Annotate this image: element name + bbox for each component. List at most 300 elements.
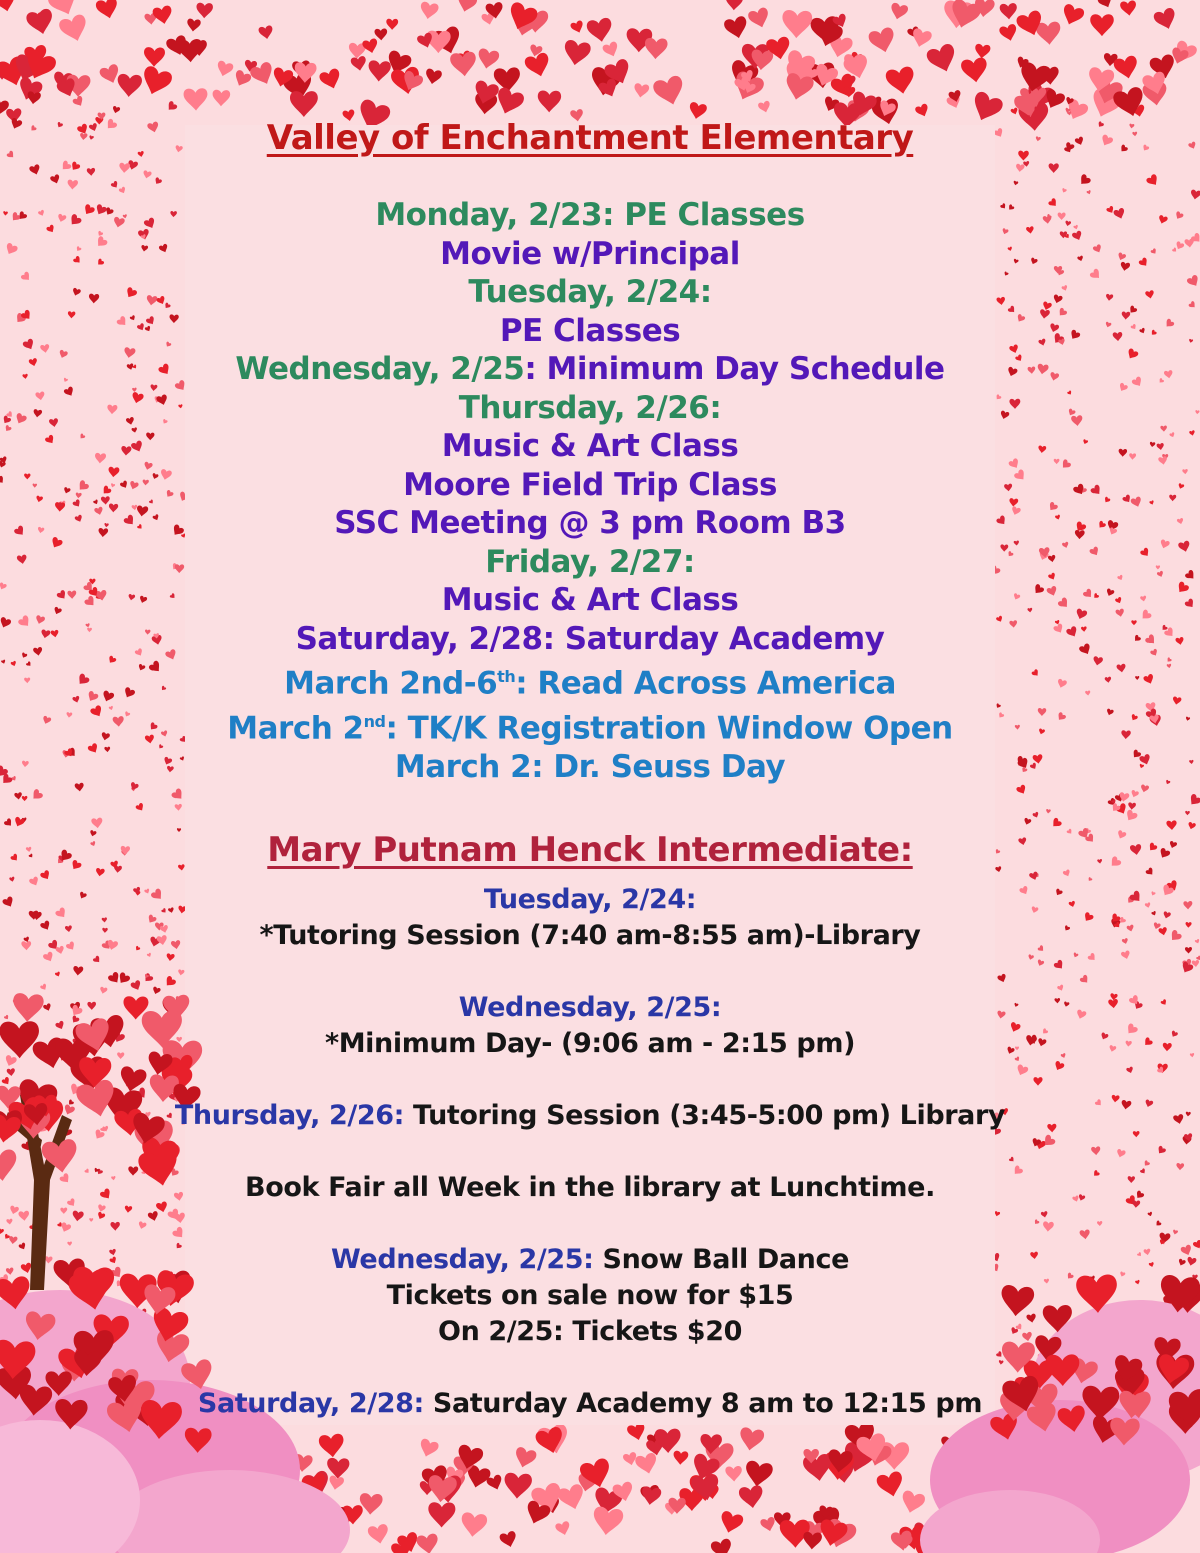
heart-icon — [12, 993, 44, 1023]
heart-icon — [1195, 410, 1200, 414]
heart-icon — [147, 952, 152, 957]
heart-icon — [101, 496, 110, 505]
heart-icon — [673, 1451, 689, 1466]
heart-icon — [1048, 198, 1059, 209]
tickets-later: On 2/25: Tickets $20 — [438, 1316, 742, 1348]
heart-icon — [1091, 1146, 1101, 1155]
heart-icon — [1010, 107, 1019, 115]
heart-icon — [899, 1490, 926, 1516]
heart-icon — [1137, 1252, 1143, 1258]
heart-icon — [53, 606, 62, 615]
heart-icon — [1048, 555, 1057, 563]
heart-icon — [1187, 822, 1196, 831]
heart-icon — [135, 802, 145, 812]
heart-icon — [1168, 841, 1177, 850]
heart-icon — [1063, 925, 1070, 932]
saturday-line — [160, 1386, 1020, 1422]
heart-icon — [40, 344, 50, 354]
heart-icon — [875, 1470, 905, 1499]
heart-icon — [6, 1219, 13, 1225]
heart-icon — [1117, 252, 1127, 262]
heart-icon — [1119, 144, 1129, 154]
heart-icon — [1151, 911, 1157, 917]
heart-icon — [144, 888, 150, 894]
heart-icon — [40, 920, 52, 932]
heart-icon — [119, 480, 129, 489]
heart-icon — [1189, 430, 1196, 436]
henck-tuesday-item: *Tutoring Session (7:40 am-8:55 am)-Library — [259, 920, 921, 952]
heart-icon — [95, 0, 120, 21]
heart-icon — [123, 214, 128, 219]
heart-icon — [1090, 14, 1114, 36]
henck-wednesday-label: Wednesday, 2/25: — [458, 992, 722, 1024]
heart-icon — [1190, 189, 1200, 200]
valley-event: Saturday, 2/28: Saturday Academy — [295, 620, 885, 657]
heart-icon — [113, 216, 126, 228]
heart-icon — [65, 925, 73, 932]
heart-icon — [718, 1510, 745, 1536]
heart-icon — [128, 1166, 138, 1176]
heart-icon — [132, 388, 137, 392]
heart-icon — [1140, 1168, 1147, 1175]
heart-icon — [84, 595, 98, 609]
march-text: March 2 — [227, 710, 364, 747]
heart-icon — [26, 661, 33, 668]
heart-icon — [1105, 588, 1115, 597]
heart-icon — [1166, 657, 1172, 663]
heart-icon — [89, 135, 94, 140]
heart-icon — [135, 946, 141, 952]
heart-icon — [1144, 1099, 1154, 1108]
valley-line — [160, 427, 1020, 466]
heart-icon — [1165, 780, 1171, 786]
heart-icon — [1092, 1170, 1100, 1178]
heart-icon — [652, 74, 688, 108]
heart-icon — [107, 655, 117, 665]
heart-icon — [1118, 382, 1129, 393]
heart-icon — [1041, 1028, 1048, 1035]
heart-icon — [28, 853, 33, 858]
heart-icon — [186, 18, 201, 32]
heart-icon — [1059, 3, 1085, 28]
heart-icon — [82, 203, 96, 216]
heart-icon — [136, 323, 145, 332]
heart-icon — [10, 211, 22, 223]
heart-icon — [512, 1446, 537, 1470]
heart-icon — [79, 433, 86, 440]
heart-icon — [165, 100, 178, 113]
heart-icon — [386, 19, 398, 30]
heart-icon — [102, 917, 108, 923]
heart-icon — [74, 514, 83, 523]
heart-icon — [212, 90, 230, 107]
heart-icon — [725, 1466, 742, 1482]
valley-line — [160, 235, 1020, 274]
heart-icon — [58, 349, 68, 359]
heart-icon — [110, 1222, 120, 1231]
heart-icon — [1075, 530, 1085, 540]
heart-icon — [633, 83, 650, 99]
heart-icon — [1159, 539, 1170, 550]
heart-icon — [1092, 593, 1099, 600]
heart-icon — [1037, 945, 1045, 953]
heart-icon — [94, 453, 106, 464]
heart-icon — [89, 294, 100, 304]
heart-icon — [760, 1516, 777, 1533]
heart-icon — [1121, 311, 1130, 319]
heart-icon — [1082, 911, 1094, 923]
heart-icon — [1189, 339, 1194, 343]
heart-icon — [93, 499, 99, 505]
heart-icon — [1185, 716, 1190, 721]
heart-icon — [107, 404, 118, 414]
heart-icon — [50, 174, 62, 185]
heart-icon — [914, 103, 930, 119]
heart-icon — [1144, 634, 1157, 647]
book-fair-note: Book Fair all Week in the library at Lunchtime. — [245, 1172, 935, 1204]
heart-icon — [1115, 597, 1123, 605]
heart-icon — [13, 525, 26, 538]
heart-icon — [91, 817, 103, 829]
heart-icon — [1131, 620, 1136, 625]
heart-icon — [1050, 817, 1062, 829]
valley-line — [160, 620, 1020, 659]
heart-icon — [562, 39, 592, 67]
heart-icon — [67, 180, 78, 190]
heart-icon — [1184, 569, 1196, 581]
heart-icon — [1089, 546, 1101, 558]
valley-line — [160, 389, 1020, 428]
heart-icon — [1158, 456, 1168, 466]
heart-icon — [109, 706, 114, 711]
heart-icon — [14, 792, 22, 800]
march-text: : TK/K Registration Window Open — [385, 710, 953, 747]
heart-icon — [1082, 439, 1088, 445]
heart-icon — [723, 15, 750, 41]
heart-icon — [1160, 999, 1168, 1006]
heart-icon — [1150, 329, 1157, 336]
heart-icon — [1047, 1124, 1057, 1133]
heart-icon — [1067, 408, 1076, 417]
valley-day-label: Wednesday, 2/25 — [235, 351, 525, 387]
heart-icon — [72, 695, 81, 703]
heart-icon — [62, 1104, 75, 1117]
heart-icon — [3, 1054, 17, 1067]
heart-icon — [1108, 1045, 1116, 1053]
heart-icon — [460, 1512, 488, 1539]
valley-line — [160, 504, 1020, 543]
heart-icon — [889, 2, 909, 21]
heart-icon — [232, 69, 253, 89]
heart-icon — [1147, 1211, 1153, 1216]
heart-icon — [0, 0, 17, 13]
heart-icon — [128, 594, 136, 601]
heart-icon — [1133, 1131, 1140, 1137]
valley-day-label: Monday, 2/23: PE Classes — [375, 197, 805, 233]
heart-icon — [142, 479, 149, 485]
heart-icon — [318, 1433, 345, 1458]
heart-icon — [1053, 1060, 1065, 1072]
heart-icon — [602, 41, 621, 59]
heart-icon — [122, 687, 135, 700]
heart-icon — [109, 503, 119, 512]
heart-icon — [1130, 844, 1143, 856]
heart-icon — [0, 1149, 19, 1183]
heart-icon — [1169, 432, 1175, 438]
heart-icon — [1122, 938, 1129, 945]
heart-icon — [503, 1472, 532, 1499]
heart-icon — [1062, 869, 1071, 878]
heart-icon — [1183, 901, 1192, 910]
heart-icon — [738, 1426, 765, 1452]
heart-icon — [1139, 327, 1146, 334]
heart-icon — [109, 1256, 118, 1265]
heart-icon — [1085, 690, 1091, 695]
heart-icon — [97, 1204, 106, 1213]
heart-icon — [1124, 809, 1139, 823]
heart-icon — [1117, 574, 1124, 581]
heart-icon — [1164, 318, 1175, 329]
heart-icon — [118, 186, 126, 194]
saturday-item: Saturday Academy 8 am to 12:15 pm — [423, 1388, 983, 1420]
heart-icon — [26, 847, 32, 853]
heart-icon — [18, 1242, 27, 1251]
heart-icon — [4, 1014, 10, 1020]
valley-line — [160, 543, 1020, 582]
heart-icon — [1053, 959, 1065, 971]
heart-icon — [258, 25, 274, 40]
heart-icon — [1188, 141, 1197, 150]
heart-icon — [63, 487, 71, 495]
heart-icon — [75, 246, 81, 252]
heart-icon — [1143, 1248, 1151, 1255]
march-line — [160, 703, 1020, 748]
heart-icon — [1066, 625, 1080, 638]
heart-icon — [747, 7, 772, 31]
heart-icon — [94, 506, 104, 516]
heart-icon — [1170, 1030, 1178, 1038]
heart-icon — [35, 391, 45, 401]
ordinal-suffix: nd — [363, 711, 386, 731]
heart-icon — [15, 76, 44, 104]
heart-icon — [1156, 443, 1164, 451]
heart-icon — [1087, 877, 1092, 882]
heart-icon — [87, 628, 92, 633]
heart-icon — [110, 180, 119, 189]
heart-icon — [1097, 520, 1107, 530]
heart-icon — [74, 783, 84, 792]
dance-label: Wednesday, 2/25: — [330, 1244, 594, 1276]
heart-icon — [1061, 285, 1068, 292]
heart-icon — [55, 1020, 66, 1031]
heart-icon — [123, 514, 137, 528]
heart-icon — [1149, 442, 1155, 448]
heart-icon — [327, 1458, 350, 1479]
heart-icon — [42, 951, 55, 964]
heart-icon — [1038, 708, 1047, 716]
heart-icon — [743, 1460, 773, 1489]
heart-icon — [109, 1249, 117, 1257]
heart-icon — [142, 170, 152, 179]
heart-icon — [130, 440, 144, 454]
heart-icon — [1125, 1040, 1132, 1047]
heart-icon — [55, 945, 65, 955]
heart-icon — [143, 461, 153, 471]
heart-icon — [419, 1, 439, 20]
heart-icon — [123, 347, 136, 359]
heart-icon — [1177, 1258, 1186, 1266]
heart-icon — [29, 876, 41, 887]
heart-icon — [104, 523, 109, 528]
heart-icon — [94, 235, 108, 249]
heart-icon — [18, 1210, 30, 1221]
heart-icon — [1046, 809, 1051, 814]
heart-icon — [72, 95, 85, 108]
heart-icon — [10, 853, 20, 863]
heart-icon — [9, 1236, 18, 1245]
heart-icon — [1092, 244, 1103, 254]
heart-icon — [1054, 998, 1060, 1003]
heart-icon — [1108, 527, 1118, 536]
heart-icon — [1150, 248, 1157, 255]
heart-icon — [33, 484, 38, 488]
heart-icon — [318, 67, 343, 91]
heart-icon — [1048, 572, 1057, 581]
heart-icon — [1038, 728, 1045, 735]
heart-icon — [570, 20, 585, 35]
heart-icon — [374, 28, 387, 40]
heart-icon — [44, 434, 56, 446]
heart-icon — [1177, 483, 1184, 490]
heart-icon — [49, 418, 59, 428]
heart-icon — [131, 392, 145, 405]
heart-icon — [1065, 220, 1072, 226]
heart-icon — [1113, 207, 1126, 220]
heart-icon — [925, 42, 960, 76]
heart-icon — [1046, 585, 1058, 597]
heart-icon — [644, 38, 668, 60]
heart-icon — [1145, 902, 1152, 908]
heart-icon — [124, 286, 138, 300]
heart-icon — [37, 527, 44, 534]
heart-icon — [143, 217, 157, 231]
heart-icon — [131, 505, 137, 511]
heart-icon — [1130, 789, 1139, 798]
ordinal-suffix: th — [497, 667, 516, 686]
heart-icon — [781, 10, 812, 39]
heart-icon — [1156, 1145, 1167, 1156]
heart-icon — [1092, 656, 1103, 666]
heart-icon — [90, 841, 96, 847]
heart-icon — [0, 582, 7, 591]
heart-icon — [1187, 793, 1200, 808]
heart-icon — [71, 287, 81, 296]
heart-icon — [147, 1211, 159, 1223]
heart-icon — [96, 1211, 105, 1220]
heart-icon — [1057, 597, 1071, 610]
heart-icon — [1027, 366, 1035, 374]
heart-icon — [1086, 190, 1091, 195]
heart-icon — [22, 796, 28, 801]
heart-icon — [1061, 188, 1067, 194]
heart-icon — [1049, 372, 1059, 382]
heart-icon — [72, 1210, 84, 1222]
heart-icon — [1130, 324, 1137, 331]
heart-icon — [1027, 608, 1032, 613]
heart-icon — [974, 44, 991, 60]
march-text: March 2nd-6 — [284, 665, 498, 702]
heart-icon — [102, 1126, 109, 1133]
heart-icon — [1131, 376, 1144, 389]
heart-icon — [1129, 123, 1135, 128]
heart-icon — [73, 966, 84, 976]
heart-icon — [119, 163, 131, 174]
heart-icon — [1157, 570, 1165, 578]
heart-icon — [362, 38, 380, 55]
heart-icon — [66, 1198, 77, 1208]
heart-icon — [999, 3, 1017, 20]
valley-day-label: Tuesday, 2/24: — [468, 274, 712, 310]
valley-event: Moore Field Trip Class — [403, 466, 777, 503]
heart-icon — [1135, 676, 1139, 680]
henck-thursday-line — [160, 1098, 1020, 1134]
heart-icon — [1134, 1190, 1144, 1200]
valley-line — [160, 581, 1020, 620]
march-line — [160, 658, 1020, 703]
heart-icon — [1172, 696, 1182, 705]
heart-icon — [1082, 588, 1094, 600]
valley-event: Movie w/Principal — [440, 235, 740, 272]
heart-icon — [960, 57, 989, 84]
heart-icon — [120, 846, 130, 855]
heart-icon — [88, 123, 98, 133]
heart-icon — [1162, 911, 1171, 919]
heart-icon — [99, 986, 108, 994]
henck-thursday-label: Thursday, 2/26: — [174, 1100, 405, 1132]
heart-icon — [1188, 301, 1197, 310]
heart-icon — [1184, 598, 1196, 610]
heart-icon — [29, 125, 37, 133]
heart-icon — [3, 211, 8, 216]
heart-icon — [1172, 1229, 1178, 1235]
heart-icon — [1116, 830, 1127, 840]
heart-icon — [1066, 828, 1073, 835]
heart-icon — [150, 384, 157, 391]
heart-icon — [112, 716, 124, 727]
heart-icon — [134, 648, 144, 658]
heart-icon — [35, 495, 43, 503]
heart-icon — [1169, 495, 1176, 502]
heart-icon — [1026, 226, 1035, 234]
heart-icon — [129, 315, 136, 322]
valley-event: Music & Art Class — [441, 428, 739, 464]
announcement-content — [160, 118, 1020, 1422]
heart-icon — [85, 623, 90, 628]
heart-icon — [1079, 974, 1090, 985]
heart-icon — [328, 1475, 345, 1491]
heart-icon — [99, 1188, 113, 1202]
heart-icon — [50, 630, 59, 638]
heart-icon — [29, 164, 42, 176]
heart-icon — [146, 432, 154, 440]
heart-icon — [20, 271, 32, 283]
heart-icon — [1090, 484, 1103, 497]
heart-icon — [63, 386, 75, 398]
heart-icon — [1158, 378, 1165, 385]
march-events — [160, 658, 1020, 786]
heart-icon — [72, 499, 82, 509]
heart-icon — [101, 732, 111, 741]
